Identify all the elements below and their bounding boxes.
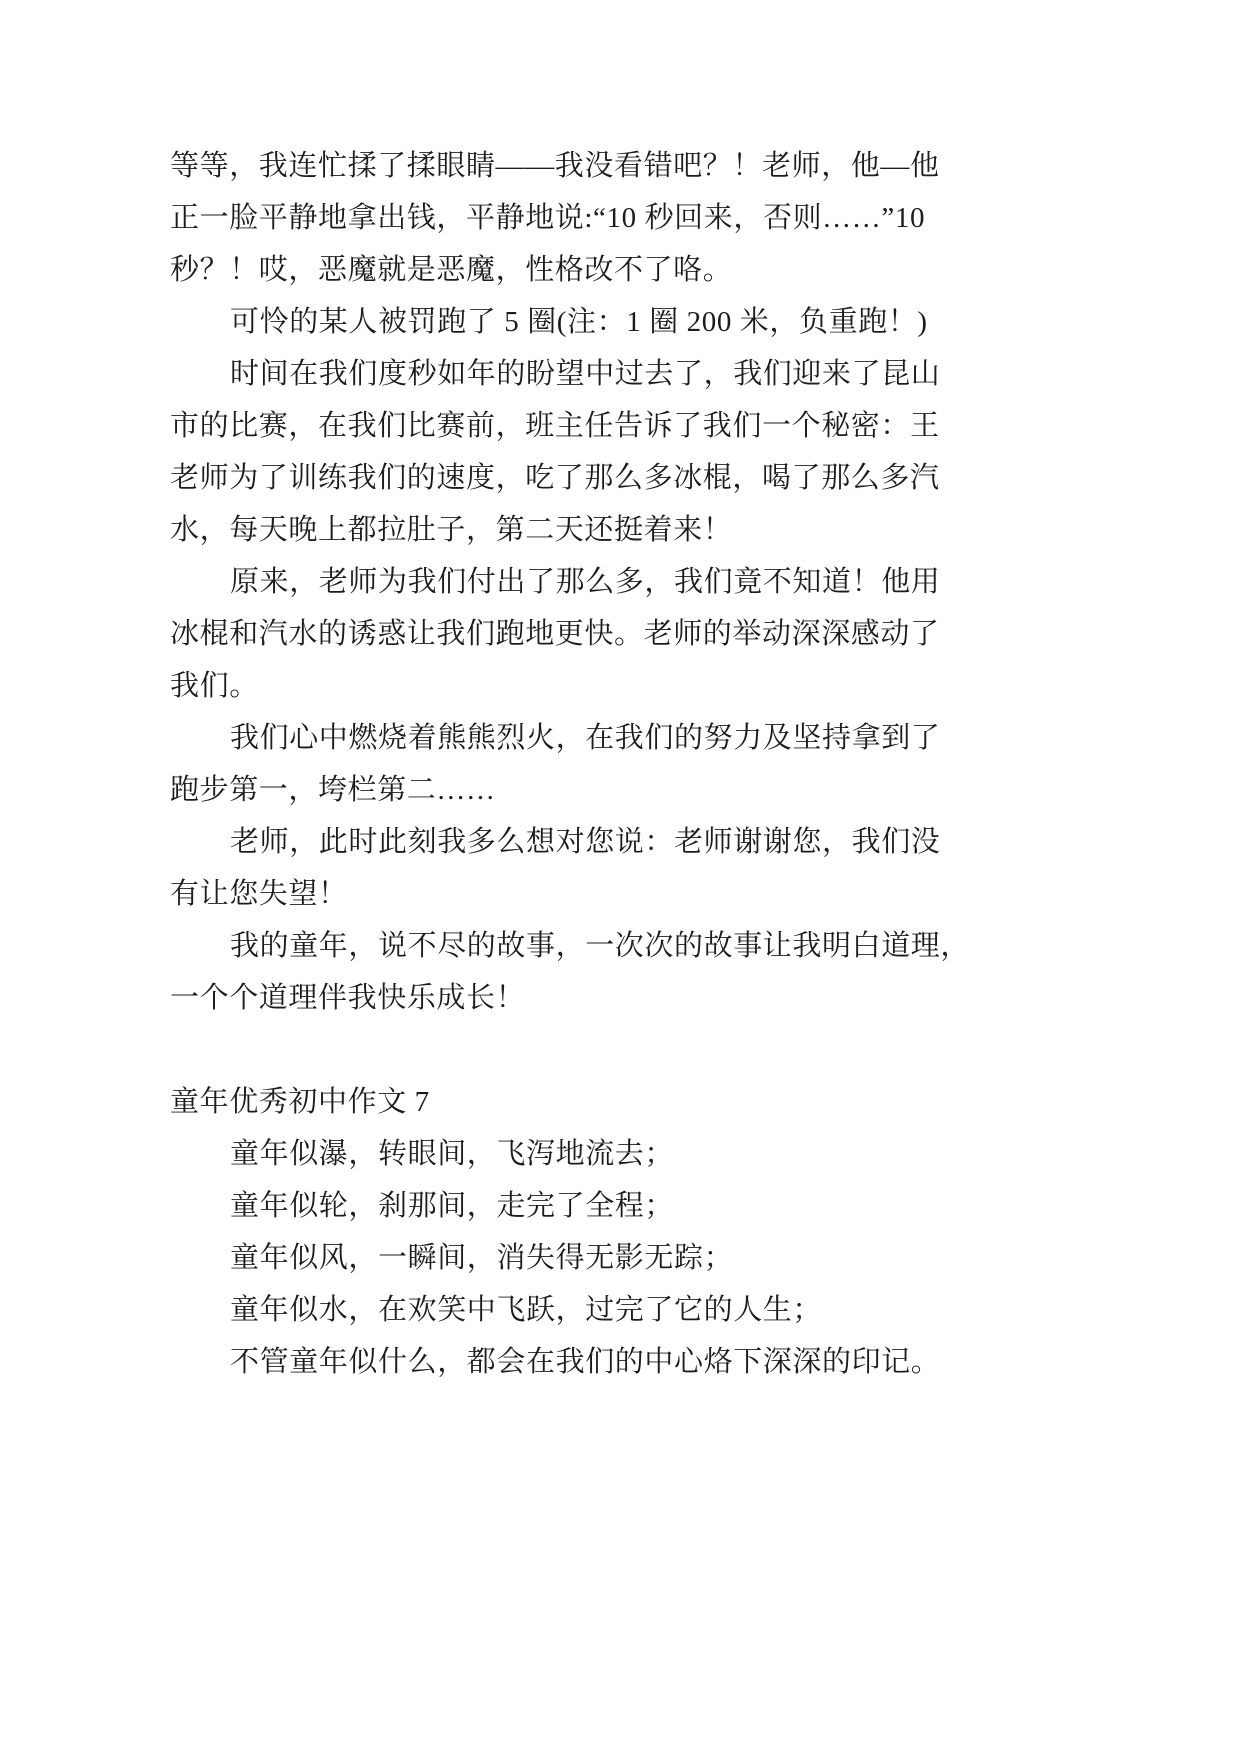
poem-line: 童年似瀑，转眼间，飞泻地流去； xyxy=(230,1138,675,1170)
blank-line xyxy=(170,1024,970,1076)
poem-line: 童年似轮，刹那间，走完了全程； xyxy=(230,1190,675,1222)
poem-block xyxy=(170,1128,970,1388)
text-line: 老师，此时此刻我多么想对您说：老师谢谢您，我们没 xyxy=(230,826,941,858)
poem-line: 童年似风，一瞬间，消失得无影无踪； xyxy=(230,1242,734,1274)
text-line: 一个个道理伴我快乐成长！ xyxy=(170,982,526,1014)
text-line: 我们心中燃烧着熊熊烈火，在我们的努力及坚持拿到了 xyxy=(230,722,941,754)
paragraph xyxy=(170,296,970,348)
text-line: 等等，我连忙揉了揉眼睛——我没看错吧？！老师，他—他 xyxy=(170,150,940,182)
text-line: 我的童年，说不尽的故事，一次次的故事让我明白道理， xyxy=(230,930,971,962)
text-line: 时间在我们度秒如年的盼望中过去了，我们迎来了昆山 xyxy=(230,358,941,390)
text-line: 市的比赛，在我们比赛前，班主任告诉了我们一个秘密：王 xyxy=(170,410,940,442)
paragraph xyxy=(170,920,970,1024)
poem-line: 童年似水，在欢笑中飞跃，过完了它的人生； xyxy=(230,1294,823,1326)
paragraph xyxy=(170,816,970,920)
text-line: 跑步第一，垮栏第二…… xyxy=(170,774,496,806)
poem-line: 不管童年似什么，都会在我们的中心烙下深深的印记。 xyxy=(230,1346,941,1378)
text-line: 水，每天晚上都拉肚子，第二天还挺着来！ xyxy=(170,514,733,546)
text-line: 有让您失望！ xyxy=(170,878,348,910)
document-body xyxy=(170,140,970,1388)
text-line: 可怜的某人被罚跑了 5 圈(注：1 圈 200 米，负重跑！) xyxy=(230,306,928,338)
paragraph xyxy=(170,712,970,816)
section-heading: 童年优秀初中作文 7 xyxy=(170,1086,430,1118)
paragraph xyxy=(170,556,970,712)
text-line: 老师为了训练我们的速度，吃了那么多冰棍，喝了那么多汽 xyxy=(170,462,940,494)
paragraph xyxy=(170,140,970,296)
paragraph xyxy=(170,348,970,556)
text-line: 冰棍和汽水的诱惑让我们跑地更快。老师的举动深深感动了 xyxy=(170,618,940,650)
text-line: 正一脸平静地拿出钱，平静地说:“10 秒回来，否则……”10 xyxy=(170,202,926,234)
text-line: 我们。 xyxy=(170,670,259,702)
text-line: 秒？！哎，恶魔就是恶魔，性格改不了咯。 xyxy=(170,254,733,286)
text-line: 原来，老师为我们付出了那么多，我们竟不知道！他用 xyxy=(230,566,941,598)
